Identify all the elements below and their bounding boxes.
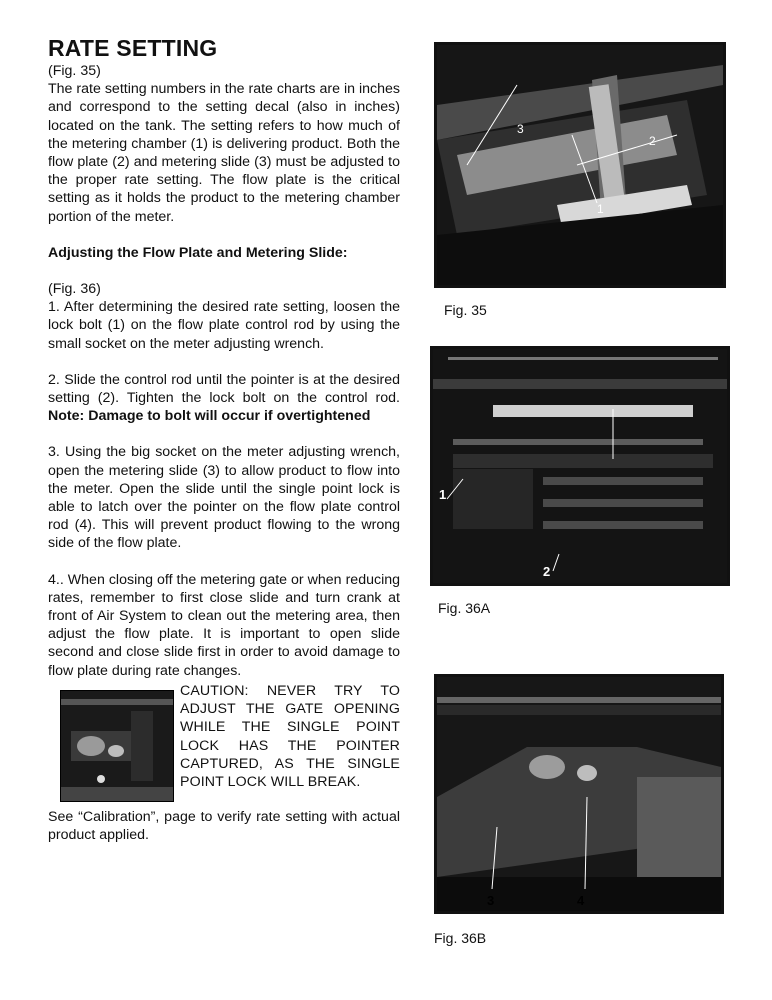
step-4: 4.. When closing off the metering gate or when reducing rates, remember to first close slide and turn crank at front of Air System to clean out the metering area, then adjust the flow plate. It is important to open slide second and close slide first in order to avoid damage to flow plate during rate changes. <box>48 571 400 679</box>
step-3: 3. Using the big socket on the meter adjusting wrench, open the metering slide (3) to allow product to flow into the meter. Open the slide until the single point lock is able to latch over the pointer on the flow plate control rod (4). This will prevent product flowing to the wrong side of the flow plate. <box>48 444 400 552</box>
fig36a-label-1: 1 <box>439 487 447 502</box>
figure-36a-illustration <box>433 349 727 583</box>
page-title: RATE SETTING <box>48 35 218 61</box>
figure-35-caption: Fig. 35 <box>444 302 487 318</box>
step-2-note: Note: Damage to bolt will occur if overtightened <box>48 408 371 425</box>
caution-text: CAUTION: NEVER TRY TO ADJUST THE GATE OPENING WHILE THE SINGLE POINT LOCK HAS THE POINTER CAPTURED, AS THE SINGLE POINT LOCK WILL BREAK. <box>180 682 400 791</box>
fig36b-label-3: 3 <box>487 893 495 908</box>
figure-36b-caption: Fig. 36B <box>434 930 487 946</box>
step-2 <box>48 371 400 426</box>
steps-fig-ref: (Fig. 36) <box>48 281 101 298</box>
footer-text: See “Calibration”, page to verify rate setting with actual product applied. <box>48 808 400 844</box>
fig36b-label-4: 4 <box>577 893 585 908</box>
text-column <box>48 34 400 844</box>
caution-block <box>48 680 400 808</box>
caution-thumbnail-image <box>60 690 174 802</box>
section-subheading: Adjusting the Flow Plate and Metering Slide: <box>48 244 348 261</box>
figure-36b-illustration <box>437 677 721 911</box>
step-2-text: 2. Slide the control rod until the pointer is at the desired setting (2). Tighten the lock bolt on the control rod. <box>48 371 400 407</box>
fig35-label-2: 2 <box>649 134 656 148</box>
step-1: 1. After determining the desired rate setting, loosen the lock bolt (1) on the flow plate control rod by using the small socket on the meter adjusting wrench. <box>48 299 400 352</box>
figure-36a-photo <box>430 346 730 586</box>
fig35-label-1: 1 <box>597 202 604 216</box>
intro-fig-ref: (Fig. 35) <box>48 63 101 79</box>
fig36a-label-2: 2 <box>543 564 551 579</box>
figure-35-illustration <box>437 45 723 285</box>
figure-35-photo <box>434 42 726 288</box>
intro-paragraph: The rate setting numbers in the rate charts are in inches and correspond to the setting decal (also in inches) located on the tank. The setting refers to how much of the metering chamber (1) is delivering product. Both the flow plate (2) and metering slide (3) must be adjusted to the proper rate setting. The flow plate is the critical setting as it holds the product to the metering chamber portion of the meter. <box>48 81 400 225</box>
figure-36b-photo <box>434 674 724 914</box>
figure-36a-caption: Fig. 36A <box>438 600 491 616</box>
fig35-label-3: 3 <box>517 122 524 136</box>
